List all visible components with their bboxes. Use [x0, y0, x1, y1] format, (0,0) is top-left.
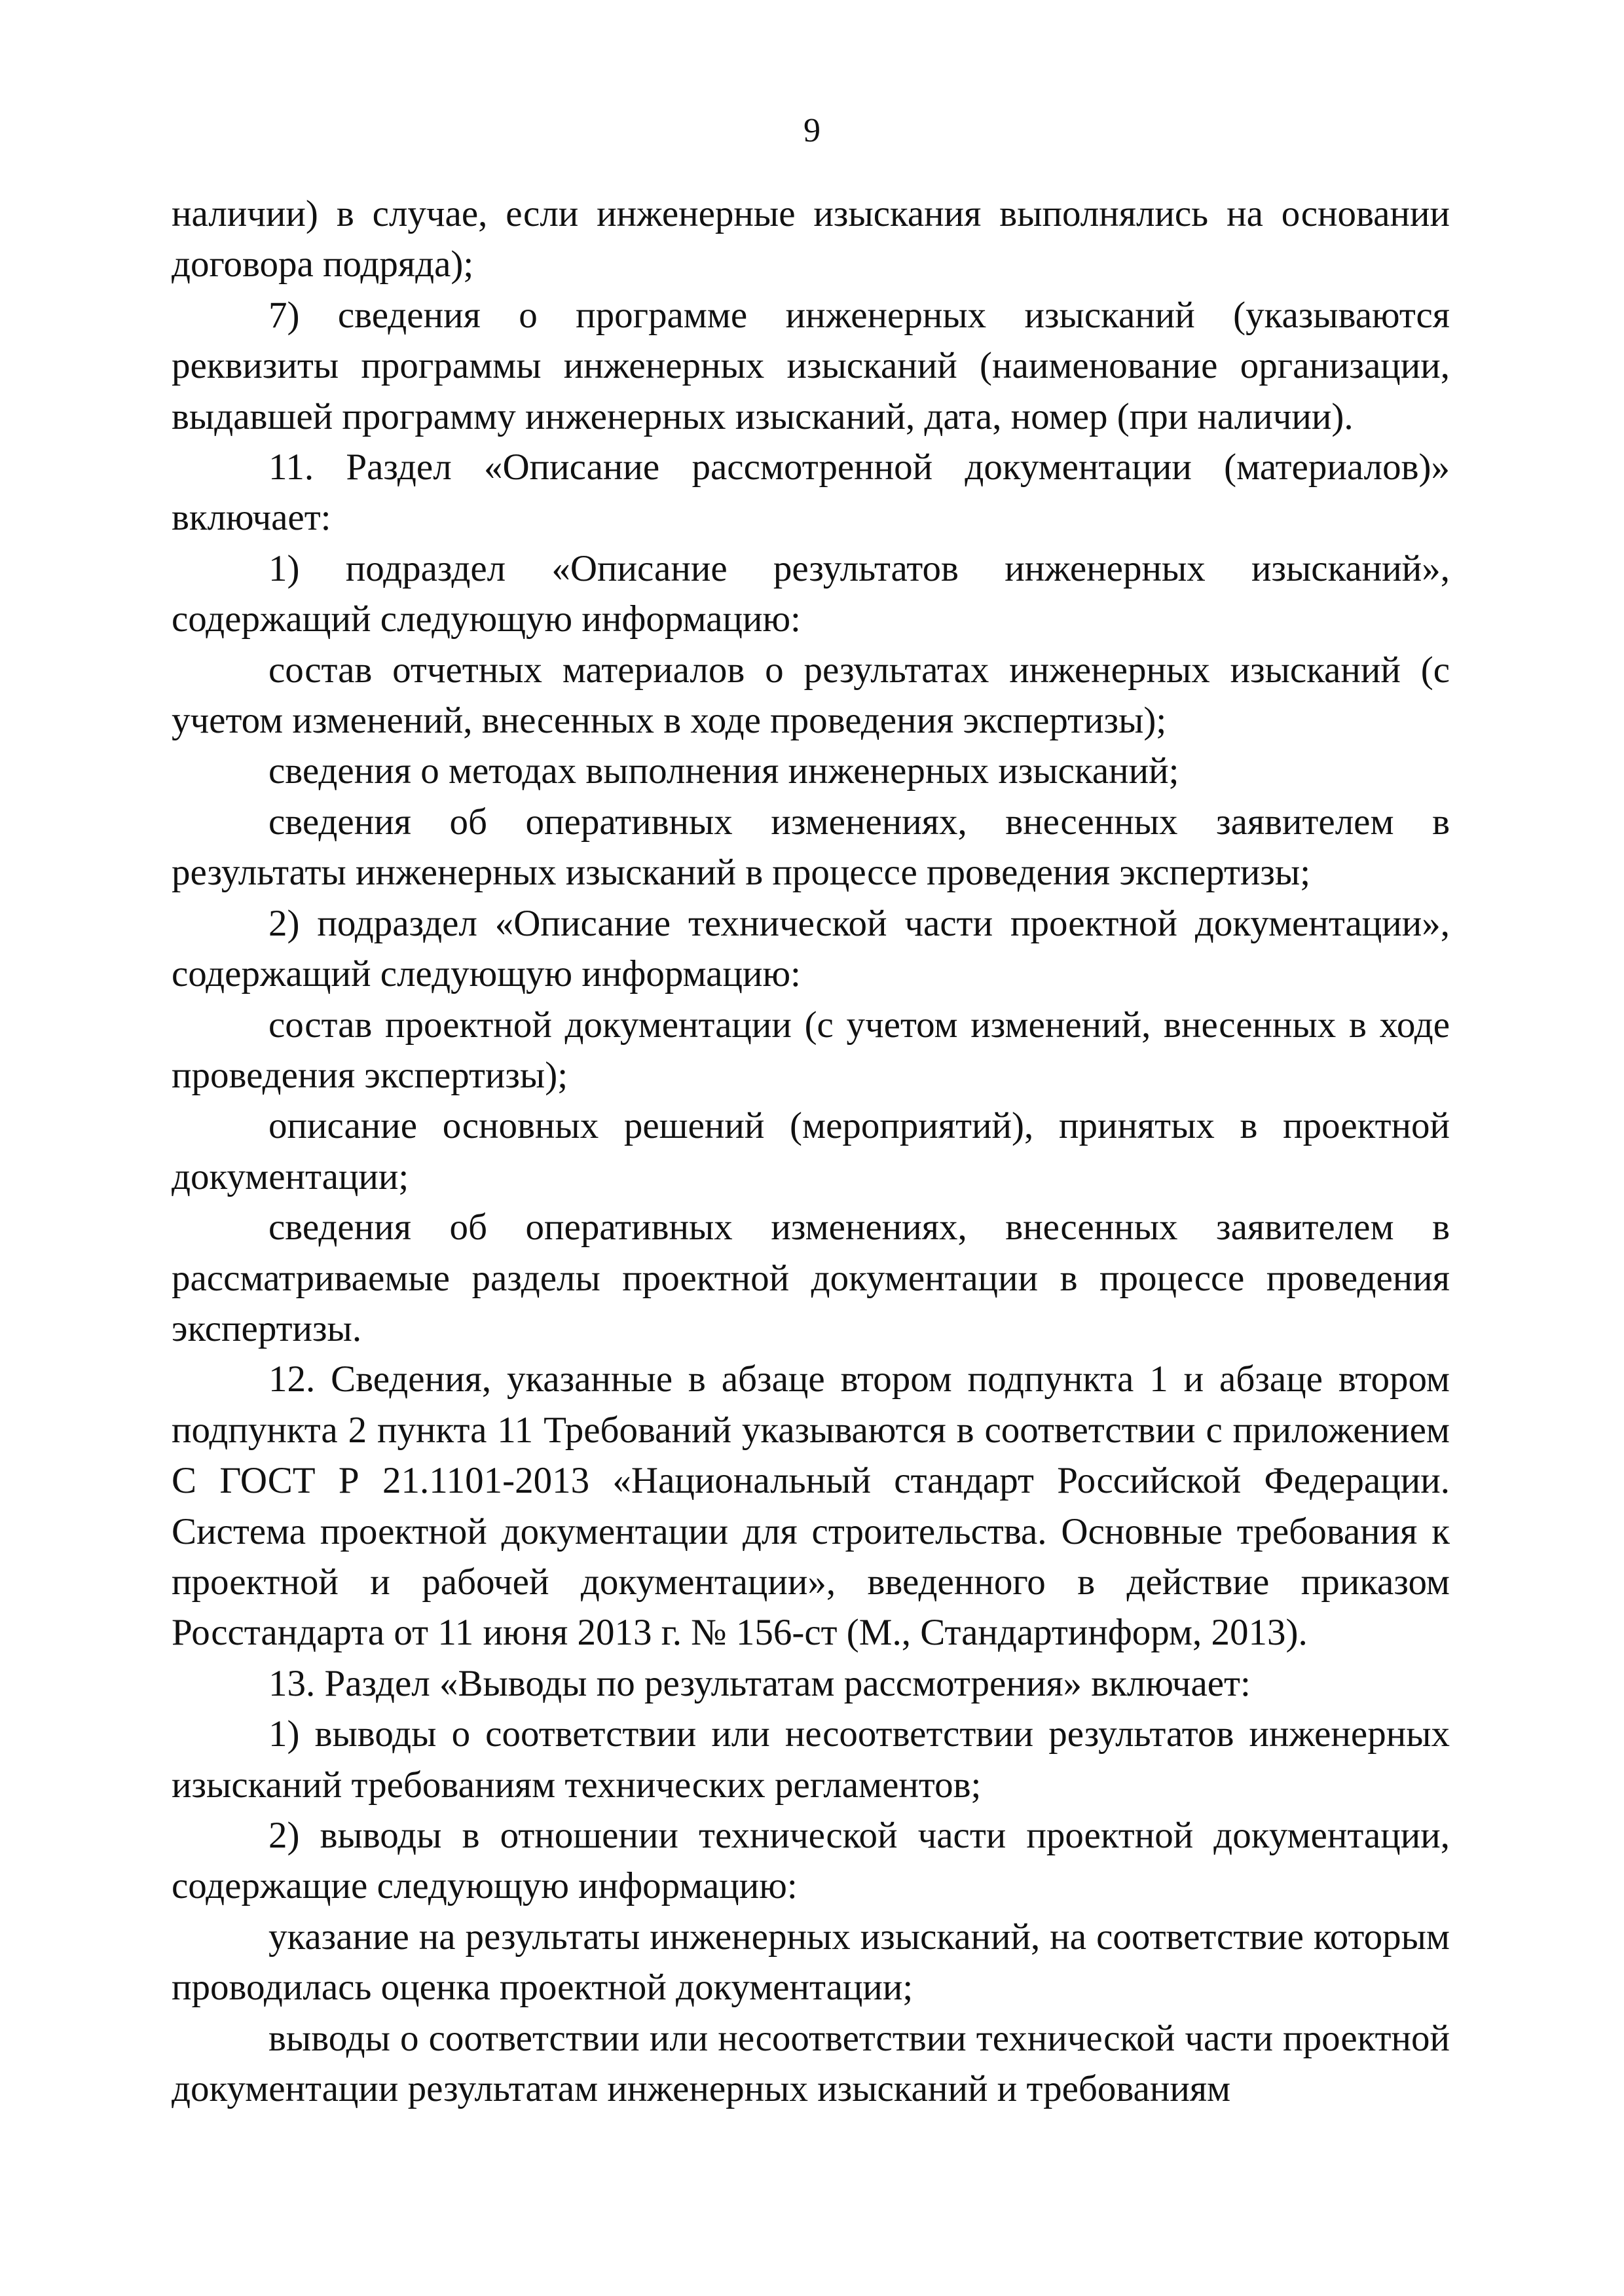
paragraph-item-7-program: 7) сведения о программе инженерных изысканий (указываются реквизиты программы инженерных изысканий (наименование организации, выдавшей программу инженерных изысканий, дата, номер (при наличии). — [172, 294, 1450, 437]
paragraph-survey-results-reference: указание на результаты инженерных изысканий, на соответствие которым проводилась оценка проектной документации; — [172, 1916, 1450, 2009]
paragraph-project-changes: сведения об оперативных изменениях, внесенных заявителем в рассматриваемые разделы проектной документации в процессе проведения экспертизы. — [172, 1207, 1450, 1349]
page-number: 9 — [803, 112, 821, 149]
paragraph-section-12: 12. Сведения, указанные в абзаце втором подпункта 1 и абзаце втором подпункта 2 пункта 11 Требований указываются в соответствии с приложением С ГОСТ Р 21.1101-2013 «Национальный стандарт Российской Федерации. Система проектной документации для строительства. Основные требования к проектной и рабочей документации», введенного в действие приказом Росстандарта от 11 июня 2013 г. № 156-ст (М., Стандартинформ, 2013). — [172, 1358, 1450, 1654]
document-body — [172, 189, 1450, 2114]
paragraph-conclusions-2: 2) выводы в отношении технической части проектной документации, содержащие следующую информацию: — [172, 1815, 1450, 1907]
paragraph-report-materials: состав отчетных материалов о результатах инженерных изысканий (с учетом изменений, внесенных в ходе проведения экспертизы); — [172, 649, 1450, 742]
paragraph-conclusions-1: 1) выводы о соответствии или несоответствии результатов инженерных изысканий требованиям технических регламентов; — [172, 1713, 1450, 1806]
paragraph-compliance-conclusions: выводы о соответствии или несоответствии технической части проектной документации результатам инженерных изысканий и требованиям — [172, 2017, 1450, 2110]
paragraph-survey-changes: сведения об оперативных изменениях, внесенных заявителем в результаты инженерных изысканий в процессе проведения экспертизы; — [172, 801, 1450, 894]
paragraph-subsection-2: 2) подраздел «Описание технической части проектной документации», содержащий следующую информацию: — [172, 902, 1450, 995]
paragraph-continuation: наличии) в случае, если инженерные изыскания выполнялись на основании договора подряда); — [172, 193, 1450, 285]
paragraph-subsection-1: 1) подраздел «Описание результатов инженерных изысканий», содержащий следующую информацию: — [172, 547, 1450, 640]
paragraph-main-decisions: описание основных решений (мероприятий), принятых в проектной документации; — [172, 1105, 1450, 1197]
paragraph-survey-methods: сведения о методах выполнения инженерных изысканий; — [268, 750, 1179, 792]
paragraph-section-11: 11. Раздел «Описание рассмотренной документации (материалов)» включает: — [172, 446, 1450, 539]
paragraph-section-13: 13. Раздел «Выводы по результатам рассмотрения» включает: — [268, 1662, 1251, 1704]
paragraph-project-composition: состав проектной документации (с учетом изменений, внесенных в ходе проведения экспертизы); — [172, 1004, 1450, 1096]
